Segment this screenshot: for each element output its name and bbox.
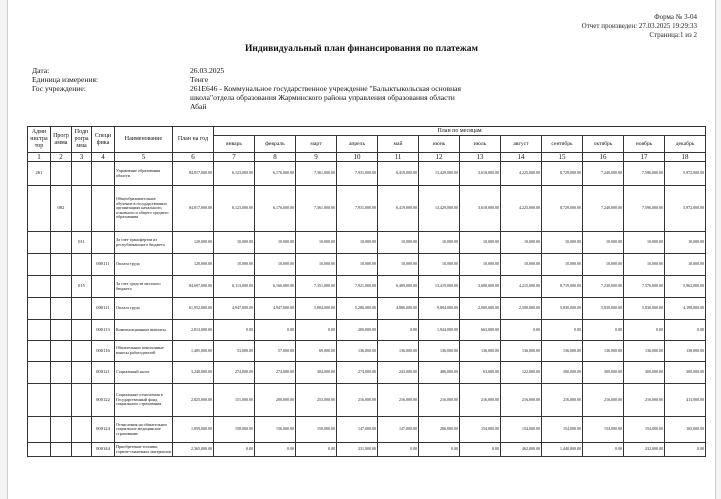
month-value-cell: 69,000.00 bbox=[296, 341, 337, 362]
month-value-cell: 10,000.00 bbox=[214, 254, 255, 276]
subprogram-cell bbox=[72, 186, 92, 232]
month-header: январь bbox=[214, 136, 255, 153]
month-value-cell: 5,830,000.00 bbox=[583, 298, 624, 320]
name-cell: Обязательные пенсионные взносы работодателей bbox=[115, 341, 173, 362]
month-value-cell: 253,000.00 bbox=[296, 384, 337, 417]
month-value-cell: 9,894,000.00 bbox=[419, 298, 460, 320]
month-value-cell: 0.00 bbox=[460, 443, 501, 457]
column-number: 1 bbox=[28, 153, 51, 162]
program-cell bbox=[51, 417, 72, 443]
document-title: Индивидуальный план финансирования по платежам bbox=[245, 44, 478, 54]
month-value-cell: 53,000.00 bbox=[214, 341, 255, 362]
date-value: 26.03.2025 bbox=[190, 66, 225, 75]
month-value-cell: 10,000.00 bbox=[419, 232, 460, 254]
month-header: декабрь bbox=[665, 136, 706, 153]
month-value-cell: 10,000.00 bbox=[296, 254, 337, 276]
name-cell: Социальные отчисления в Государственный фонд социального страхования bbox=[115, 384, 173, 417]
month-value-cell: 5,286,000.00 bbox=[337, 298, 378, 320]
month-value-cell: 10,000.00 bbox=[378, 232, 419, 254]
month-value-cell: 0.00 bbox=[378, 320, 419, 341]
column-number: 2 bbox=[51, 153, 72, 162]
month-value-cell: 0.00 bbox=[542, 320, 583, 341]
month-value-cell: 57,000.00 bbox=[255, 341, 296, 362]
admin-cell: 261 bbox=[28, 162, 51, 186]
specifics-cell: 000122 bbox=[92, 384, 115, 417]
annual-cell: 2,825,000.00 bbox=[173, 384, 214, 417]
month-value-cell: 156,000.00 bbox=[255, 417, 296, 443]
month-value-cell: 136,000.00 bbox=[542, 341, 583, 362]
admin-cell bbox=[28, 276, 51, 298]
month-value-cell: 7,361,000.00 bbox=[296, 186, 337, 232]
subprogram-cell bbox=[72, 320, 92, 341]
specifics-cell bbox=[92, 276, 115, 298]
specifics-cell bbox=[92, 232, 115, 254]
month-value-cell: 7,931,000.00 bbox=[337, 186, 378, 232]
month-value-cell: 216,000.00 bbox=[583, 384, 624, 417]
month-value-cell: 10,000.00 bbox=[665, 232, 706, 254]
month-value-cell: 304,000.00 bbox=[296, 362, 337, 384]
month-value-cell: 8,719,000.00 bbox=[542, 276, 583, 298]
program-cell bbox=[51, 254, 72, 276]
date-label: Дата: bbox=[32, 66, 50, 75]
table-row bbox=[28, 186, 706, 232]
month-value-cell: 136,000.00 bbox=[501, 341, 542, 362]
name-cell: Оплата труда bbox=[115, 298, 173, 320]
subprogram-cell: 011 bbox=[72, 232, 92, 254]
report-generated: Отчет произведен: 27.03.2025 19:29:33 bbox=[581, 22, 697, 30]
table-row bbox=[28, 443, 706, 457]
subprogram-cell bbox=[72, 362, 92, 384]
month-value-cell: 0.00 bbox=[214, 443, 255, 457]
table-row bbox=[28, 298, 706, 320]
month-value-cell: 206,000.00 bbox=[337, 320, 378, 341]
month-value-cell: 13,429,000.00 bbox=[419, 186, 460, 232]
annual-cell: 2,365,000.00 bbox=[173, 443, 214, 457]
month-value-cell: 3,618,000.00 bbox=[460, 186, 501, 232]
column-number: 14 bbox=[501, 153, 542, 162]
program-cell bbox=[51, 162, 72, 186]
annual-cell: 2,813,000.00 bbox=[173, 320, 214, 341]
annual-cell: 84,817,000.00 bbox=[173, 162, 214, 186]
institution-value: 261E646 - Коммунальное государственное учреждение "Балыктыкольская основная школа"отдела образования Жарминского района управления образования области Абай bbox=[190, 84, 462, 111]
subprogram-cell bbox=[72, 298, 92, 320]
month-value-cell: 5,804,000.00 bbox=[296, 298, 337, 320]
month-value-cell: 13,429,000.00 bbox=[419, 162, 460, 186]
specifics-cell bbox=[92, 162, 115, 186]
month-value-cell: 122,000.00 bbox=[501, 362, 542, 384]
annual-cell: 61,952,000.00 bbox=[173, 298, 214, 320]
name-cell: За счет трансфертов из республиканского бюджета bbox=[115, 232, 173, 254]
specifics-cell: 000111 bbox=[92, 254, 115, 276]
subprogram-cell bbox=[72, 341, 92, 362]
subprogram-cell bbox=[72, 443, 92, 457]
subprogram-cell bbox=[72, 384, 92, 417]
info-unit-row bbox=[32, 75, 470, 84]
col-specifics-header: Специ фика bbox=[92, 127, 115, 153]
program-cell bbox=[51, 341, 72, 362]
col-admin-header: Адми нистра тор bbox=[28, 127, 51, 153]
month-value-cell: 10,000.00 bbox=[665, 254, 706, 276]
specifics-cell: 000144 bbox=[92, 443, 115, 457]
admin-cell bbox=[28, 341, 51, 362]
month-value-cell: 300,000.00 bbox=[542, 362, 583, 384]
month-value-cell: 486,000.00 bbox=[419, 362, 460, 384]
month-value-cell: 10,000.00 bbox=[624, 254, 665, 276]
month-value-cell: 0.00 bbox=[501, 320, 542, 341]
monthly-plan-header: План по месяцам bbox=[214, 127, 706, 136]
month-value-cell: 0.00 bbox=[419, 443, 460, 457]
table-row bbox=[28, 232, 706, 254]
month-value-cell: 0.00 bbox=[583, 320, 624, 341]
annual-cell: 1,859,000.00 bbox=[173, 417, 214, 443]
month-value-cell: 0.00 bbox=[583, 443, 624, 457]
subprogram-cell: 015 bbox=[72, 276, 92, 298]
month-value-cell: 5,962,000.00 bbox=[665, 276, 706, 298]
header-row-top bbox=[28, 127, 706, 136]
table-row bbox=[28, 362, 706, 384]
table-row bbox=[28, 320, 706, 341]
column-number: 16 bbox=[583, 153, 624, 162]
column-number: 3 bbox=[72, 153, 92, 162]
info-institution-row bbox=[32, 84, 470, 111]
column-number: 9 bbox=[296, 153, 337, 162]
column-number: 15 bbox=[542, 153, 583, 162]
name-cell: За счет средств местного бюджета bbox=[115, 276, 173, 298]
month-value-cell: 138,000.00 bbox=[665, 341, 706, 362]
column-number-row bbox=[28, 153, 706, 162]
institution-label: Гос учреждение: bbox=[32, 84, 86, 93]
program-cell bbox=[51, 320, 72, 341]
admin-cell bbox=[28, 232, 51, 254]
name-cell: Общеобразовательное обучение в государственных организациях начального, основного и общего среднего образования bbox=[115, 186, 173, 232]
month-value-cell: 154,000.00 bbox=[501, 417, 542, 443]
column-number: 12 bbox=[419, 153, 460, 162]
subprogram-cell bbox=[72, 417, 92, 443]
month-value-cell: 4,225,000.00 bbox=[501, 162, 542, 186]
specifics-cell: 000121 bbox=[92, 362, 115, 384]
unit-value: Тенге bbox=[190, 75, 209, 84]
table-row bbox=[28, 417, 706, 443]
annual-cell: 120,000.00 bbox=[173, 254, 214, 276]
admin-cell bbox=[28, 443, 51, 457]
financing-plan-table bbox=[27, 126, 706, 457]
month-value-cell: 7,361,000.00 bbox=[296, 162, 337, 186]
month-value-cell: 2,000,000.00 bbox=[460, 298, 501, 320]
month-value-cell: 136,000.00 bbox=[419, 341, 460, 362]
specifics-cell bbox=[92, 186, 115, 232]
month-header: август bbox=[501, 136, 542, 153]
admin-cell bbox=[28, 384, 51, 417]
month-value-cell: 231,000.00 bbox=[337, 443, 378, 457]
month-value-cell: 274,000.00 bbox=[214, 362, 255, 384]
month-value-cell: 5,830,000.00 bbox=[624, 298, 665, 320]
name-cell: Социальный налог bbox=[115, 362, 173, 384]
program-cell bbox=[51, 298, 72, 320]
month-value-cell: 10,000.00 bbox=[624, 232, 665, 254]
month-value-cell: 663,000.00 bbox=[460, 320, 501, 341]
month-value-cell: 7,921,000.00 bbox=[337, 276, 378, 298]
table-row bbox=[28, 341, 706, 362]
month-value-cell: 232,000.00 bbox=[624, 443, 665, 457]
month-value-cell: 5,830,000.00 bbox=[542, 298, 583, 320]
month-value-cell: 6,123,000.00 bbox=[214, 186, 255, 232]
month-value-cell: 4,225,000.00 bbox=[501, 186, 542, 232]
month-value-cell: 200,000.00 bbox=[255, 384, 296, 417]
month-value-cell: 286,000.00 bbox=[419, 417, 460, 443]
month-value-cell: 2,500,000.00 bbox=[501, 298, 542, 320]
column-number: 18 bbox=[665, 153, 706, 162]
subprogram-cell bbox=[72, 254, 92, 276]
name-cell: Оплата труда bbox=[115, 254, 173, 276]
column-number: 4 bbox=[92, 153, 115, 162]
annual-cell: 84,697,000.00 bbox=[173, 276, 214, 298]
month-value-cell: 0.00 bbox=[624, 320, 665, 341]
month-value-cell: 300,000.00 bbox=[665, 362, 706, 384]
month-value-cell: 413,000.00 bbox=[665, 384, 706, 417]
month-value-cell: 8,729,000.00 bbox=[542, 186, 583, 232]
month-value-cell: 4,947,000.00 bbox=[214, 298, 255, 320]
month-value-cell: 216,000.00 bbox=[501, 384, 542, 417]
month-value-cell: 4,947,000.00 bbox=[255, 298, 296, 320]
name-cell: Отчисления на обязательное социальное медицинское страхование bbox=[115, 417, 173, 443]
month-value-cell: 274,000.00 bbox=[255, 362, 296, 384]
month-value-cell: 165,000.00 bbox=[665, 417, 706, 443]
report-page bbox=[7, 0, 716, 499]
name-cell: Приобретение топлива, горюче-смазочных материалов bbox=[115, 443, 173, 457]
program-cell bbox=[51, 362, 72, 384]
month-value-cell: 0.00 bbox=[255, 443, 296, 457]
month-value-cell: 3,618,000.00 bbox=[460, 162, 501, 186]
table-row bbox=[28, 162, 706, 186]
month-header: февраль bbox=[255, 136, 296, 153]
month-value-cell: 154,000.00 bbox=[460, 417, 501, 443]
month-value-cell: 6,419,000.00 bbox=[378, 162, 419, 186]
admin-cell bbox=[28, 298, 51, 320]
annual-cell: 3,240,000.00 bbox=[173, 362, 214, 384]
month-header: май bbox=[378, 136, 419, 153]
month-value-cell: 216,000.00 bbox=[337, 384, 378, 417]
month-value-cell: 6,176,000.00 bbox=[255, 162, 296, 186]
month-value-cell: 243,000.00 bbox=[378, 362, 419, 384]
month-value-cell: 151,000.00 bbox=[214, 384, 255, 417]
month-value-cell: 3,608,000.00 bbox=[460, 276, 501, 298]
month-value-cell: 216,000.00 bbox=[378, 384, 419, 417]
column-number: 7 bbox=[214, 153, 255, 162]
month-value-cell: 10,000.00 bbox=[501, 232, 542, 254]
month-value-cell: 216,000.00 bbox=[542, 384, 583, 417]
month-value-cell: 4,215,000.00 bbox=[501, 276, 542, 298]
program-cell bbox=[51, 443, 72, 457]
admin-cell bbox=[28, 186, 51, 232]
specifics-cell: 000113 bbox=[92, 320, 115, 341]
month-value-cell: 300,000.00 bbox=[624, 362, 665, 384]
month-value-cell: 0.00 bbox=[255, 320, 296, 341]
month-value-cell: 10,000.00 bbox=[583, 232, 624, 254]
annual-cell: 84,817,000.00 bbox=[173, 186, 214, 232]
month-value-cell: 147,000.00 bbox=[378, 417, 419, 443]
column-number: 8 bbox=[255, 153, 296, 162]
column-number: 17 bbox=[624, 153, 665, 162]
month-value-cell: 0.00 bbox=[665, 443, 706, 457]
month-value-cell: 10,000.00 bbox=[378, 254, 419, 276]
month-header: октябрь bbox=[583, 136, 624, 153]
month-value-cell: 154,000.00 bbox=[624, 417, 665, 443]
subprogram-cell bbox=[72, 162, 92, 186]
month-value-cell: 7,351,000.00 bbox=[296, 276, 337, 298]
month-value-cell: 300,000.00 bbox=[583, 362, 624, 384]
program-cell: 082 bbox=[51, 186, 72, 232]
month-value-cell: 154,000.00 bbox=[542, 417, 583, 443]
admin-cell bbox=[28, 362, 51, 384]
program-cell bbox=[51, 232, 72, 254]
month-value-cell: 10,000.00 bbox=[583, 254, 624, 276]
specifics-cell: 000111 bbox=[92, 298, 115, 320]
month-value-cell: 7,596,000.00 bbox=[624, 162, 665, 186]
month-value-cell: 158,000.00 bbox=[214, 417, 255, 443]
month-value-cell: 10,000.00 bbox=[296, 232, 337, 254]
col-program-header: Прогр амма bbox=[51, 127, 72, 153]
month-value-cell: 7,240,000.00 bbox=[583, 186, 624, 232]
month-value-cell: 462,000.00 bbox=[501, 443, 542, 457]
table-row bbox=[28, 276, 706, 298]
month-value-cell: 10,000.00 bbox=[337, 232, 378, 254]
month-value-cell: 5,972,000.00 bbox=[665, 162, 706, 186]
column-number: 5 bbox=[115, 153, 173, 162]
month-value-cell: 1,440,000.00 bbox=[542, 443, 583, 457]
month-value-cell: 10,000.00 bbox=[255, 254, 296, 276]
month-value-cell: 154,000.00 bbox=[583, 417, 624, 443]
month-value-cell: 216,000.00 bbox=[419, 384, 460, 417]
month-value-cell: 10,000.00 bbox=[501, 254, 542, 276]
month-header: сентябрь bbox=[542, 136, 583, 153]
month-value-cell: 6,409,000.00 bbox=[378, 276, 419, 298]
info-date-row bbox=[32, 66, 470, 75]
month-value-cell: 6,419,000.00 bbox=[378, 186, 419, 232]
name-cell: Компенсационные выплаты bbox=[115, 320, 173, 341]
month-value-cell: 7,596,000.00 bbox=[624, 186, 665, 232]
month-header: ноябрь bbox=[624, 136, 665, 153]
month-value-cell: 6,113,000.00 bbox=[214, 276, 255, 298]
month-value-cell: 5,972,000.00 bbox=[665, 186, 706, 232]
month-value-cell: 10,000.00 bbox=[542, 232, 583, 254]
admin-cell bbox=[28, 417, 51, 443]
month-value-cell: 136,000.00 bbox=[583, 341, 624, 362]
form-number: Форма № 3-04 bbox=[654, 13, 697, 21]
month-value-cell: 7,240,000.00 bbox=[583, 162, 624, 186]
month-value-cell: 10,000.00 bbox=[460, 232, 501, 254]
month-value-cell: 4,886,000.00 bbox=[378, 298, 419, 320]
column-number: 10 bbox=[337, 153, 378, 162]
month-value-cell: 13,419,000.00 bbox=[419, 276, 460, 298]
month-value-cell: 6,176,000.00 bbox=[255, 186, 296, 232]
month-value-cell: 4,198,000.00 bbox=[665, 298, 706, 320]
document-info bbox=[32, 66, 470, 111]
column-number: 11 bbox=[378, 153, 419, 162]
month-value-cell: 147,000.00 bbox=[337, 417, 378, 443]
month-header: июль bbox=[460, 136, 501, 153]
month-value-cell: 7,931,000.00 bbox=[337, 162, 378, 186]
month-value-cell: 136,000.00 bbox=[624, 341, 665, 362]
col-annual-header: План на год bbox=[173, 127, 214, 153]
admin-cell bbox=[28, 254, 51, 276]
specifics-cell: 000124 bbox=[92, 417, 115, 443]
month-value-cell: 10,000.00 bbox=[214, 232, 255, 254]
month-value-cell: 7,230,000.00 bbox=[583, 276, 624, 298]
month-value-cell: 0.00 bbox=[665, 320, 706, 341]
month-value-cell: 10,000.00 bbox=[419, 254, 460, 276]
column-number: 6 bbox=[173, 153, 214, 162]
specifics-cell: 000116 bbox=[92, 341, 115, 362]
month-value-cell: 63,000.00 bbox=[460, 362, 501, 384]
page-counter: Страница:1 из 2 bbox=[649, 31, 697, 39]
table-body bbox=[28, 162, 706, 457]
month-value-cell: 136,000.00 bbox=[337, 341, 378, 362]
table-row bbox=[28, 254, 706, 276]
month-value-cell: 216,000.00 bbox=[460, 384, 501, 417]
month-value-cell: 6,123,000.00 bbox=[214, 162, 255, 186]
month-header: апрель bbox=[337, 136, 378, 153]
month-header: июнь bbox=[419, 136, 460, 153]
month-value-cell: 150,000.00 bbox=[296, 417, 337, 443]
month-value-cell: 10,000.00 bbox=[460, 254, 501, 276]
month-value-cell: 136,000.00 bbox=[378, 341, 419, 362]
month-value-cell: 10,000.00 bbox=[337, 254, 378, 276]
month-value-cell: 10,000.00 bbox=[542, 254, 583, 276]
month-value-cell: 6,166,000.00 bbox=[255, 276, 296, 298]
annual-cell: 1,405,000.00 bbox=[173, 341, 214, 362]
month-value-cell: 274,000.00 bbox=[337, 362, 378, 384]
month-value-cell: 7,576,000.00 bbox=[624, 276, 665, 298]
report-header bbox=[582, 13, 697, 40]
month-value-cell: 0.00 bbox=[296, 320, 337, 341]
annual-cell: 120,000.00 bbox=[173, 232, 214, 254]
admin-cell bbox=[28, 320, 51, 341]
month-header: март bbox=[296, 136, 337, 153]
table-row bbox=[28, 384, 706, 417]
month-value-cell: 0.00 bbox=[214, 320, 255, 341]
col-subprogram-header: Подп рогра мма bbox=[72, 127, 92, 153]
col-name-header: Наименование bbox=[115, 127, 173, 153]
month-value-cell: 0.00 bbox=[296, 443, 337, 457]
column-number: 13 bbox=[460, 153, 501, 162]
name-cell: Управление образования области bbox=[115, 162, 173, 186]
month-value-cell: 10,000.00 bbox=[255, 232, 296, 254]
month-value-cell: 216,000.00 bbox=[624, 384, 665, 417]
program-cell bbox=[51, 276, 72, 298]
unit-label: Единица измерения: bbox=[32, 75, 99, 84]
month-value-cell: 136,000.00 bbox=[460, 341, 501, 362]
month-value-cell: 8,729,000.00 bbox=[542, 162, 583, 186]
month-value-cell: 1,944,000.00 bbox=[419, 320, 460, 341]
month-value-cell: 0.00 bbox=[378, 443, 419, 457]
program-cell bbox=[51, 384, 72, 417]
